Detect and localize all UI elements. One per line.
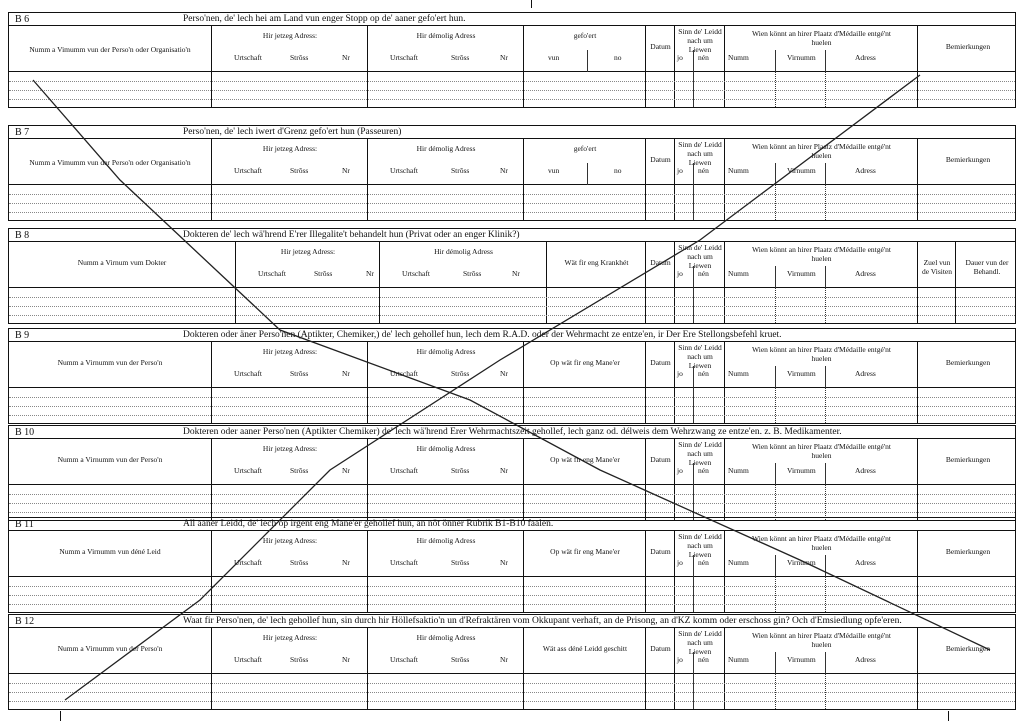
- column-header-label: Op wät fir eng Mane'er: [550, 455, 620, 464]
- column-header-label: Hir jetzeg Adress:: [262, 347, 318, 356]
- column-subheader: Nr: [500, 466, 508, 475]
- column-header-label: Sinn de' Leidd nach um Liewen: [678, 243, 722, 270]
- column-header: [724, 531, 917, 576]
- section-code: B 11: [15, 519, 34, 530]
- sub-divider: [825, 366, 826, 388]
- dotted-line: [9, 81, 1015, 82]
- column-header-row: [9, 531, 1015, 577]
- column-subheader: Urtschaft: [234, 53, 262, 62]
- column-header-label: Hir démolig Adress: [416, 347, 476, 356]
- column-header: [9, 342, 211, 387]
- column-header: [674, 242, 724, 287]
- column-header-label: Bemierkungen: [945, 155, 991, 164]
- column-subheader: Strōss: [451, 466, 470, 475]
- column-header: [211, 26, 367, 71]
- dotted-line: [9, 406, 1015, 407]
- section-title: Waat fir Perso'nen, de' lech gehollef hun, sin durch hir Höllefsaktio'n un d'Refraktären vom Okkupant verhaft, an de Prisong, an d'KZ komm oder erschoss gin? Och d'Emsiedlung opfe'eren.: [183, 616, 902, 626]
- column-header-row: [9, 242, 1015, 288]
- column-subheader: Nr: [500, 558, 508, 567]
- column-subheader: Urtschaft: [402, 269, 430, 278]
- column-header: [645, 139, 674, 184]
- dotted-line: [9, 99, 1015, 100]
- column-header-label: Datum: [650, 455, 671, 464]
- column-subheader: nén: [698, 558, 709, 567]
- column-header: [523, 26, 645, 71]
- column-header: [645, 242, 674, 287]
- column-header: [674, 439, 724, 484]
- section-header: [9, 426, 1015, 439]
- column-subheader: Urtschaft: [234, 466, 262, 475]
- column-subheader: Adress: [855, 269, 876, 278]
- column-subheader: Adress: [855, 166, 876, 175]
- column-subheader: Strōss: [451, 655, 470, 664]
- entry-area[interactable]: [9, 288, 1015, 323]
- dotted-line: [9, 595, 1015, 596]
- column-header: [546, 242, 645, 287]
- sub-divider: [775, 366, 776, 388]
- section-code: B 8: [15, 230, 30, 241]
- column-header-label: Numm a Virnumm vun déné Leid: [59, 547, 161, 556]
- sub-divider: [825, 463, 826, 485]
- column-header: [724, 628, 917, 673]
- column-header: [523, 628, 645, 673]
- entry-area[interactable]: [9, 674, 1015, 709]
- sub-divider: [775, 50, 776, 72]
- column-subheader: Adress: [855, 466, 876, 475]
- column-header-label: Sinn de' Leidd nach um Liewen: [678, 532, 722, 559]
- section-title: Dokteren de' lech wä'hrend E'rer Illegalite't behandelt hun (Privat oder an enger Klinik?): [183, 230, 520, 240]
- column-subheader: Urtschaft: [234, 369, 262, 378]
- column-header: [955, 242, 1017, 287]
- section-header: [9, 615, 1015, 628]
- column-subheader: nén: [698, 466, 709, 475]
- section-b9: [8, 328, 1016, 424]
- column-header: [724, 139, 917, 184]
- column-header-label: Hir démolig Adress: [416, 144, 476, 153]
- column-header: [211, 439, 367, 484]
- column-subheader: Nr: [500, 369, 508, 378]
- column-header-label: Sinn de' Leidd nach um Liewen: [678, 343, 722, 370]
- column-header: [645, 439, 674, 484]
- column-header-label: Wien könnt an hirer Plaatz d'Médaille entgé'nt huelen: [751, 442, 892, 460]
- entry-area[interactable]: [9, 577, 1015, 612]
- column-header: [674, 139, 724, 184]
- column-header-label: Bemierkungen: [945, 644, 991, 653]
- sub-divider: [693, 652, 694, 674]
- column-header-label: gefo'ert: [573, 31, 597, 40]
- column-subheader: Urtschaft: [234, 558, 262, 567]
- column-subheader: Nr: [342, 655, 350, 664]
- column-subheader: nén: [698, 369, 709, 378]
- column-subheader: Numm: [728, 166, 749, 175]
- column-header: [211, 628, 367, 673]
- column-header-label: Sinn de' Leidd nach um Liewen: [678, 440, 722, 467]
- column-subheader: nén: [698, 655, 709, 664]
- column-subheader: Urtschaft: [390, 466, 418, 475]
- sub-divider: [775, 652, 776, 674]
- column-subheader: Strōss: [463, 269, 482, 278]
- column-header: [9, 139, 211, 184]
- section-b12: [8, 614, 1016, 710]
- column-subheader: Numm: [728, 655, 749, 664]
- section-title: All aaner Leidd, de' lech op irgent eng Mane'er gehollef hun, an nöt önner Rubrik B1-B10 faalen.: [183, 519, 554, 529]
- column-subheader: no: [614, 166, 622, 175]
- column-header: [645, 628, 674, 673]
- column-subheader: Strōss: [290, 466, 309, 475]
- column-header-label: Hir jetzeg Adress:: [262, 444, 318, 453]
- column-subheader: jo: [677, 53, 683, 62]
- column-header-label: Sinn de' Leidd nach um Liewen: [678, 140, 722, 167]
- section-title: Dokteren oder aaner Perso'nen (Aptikter Chemiker) de' lech wä'hrend Erer Wehrmachtszeit gehollef, lech ganz od. délweis dem Wehrzwang ze entze'en. z. B. Medikamenter.: [183, 427, 842, 437]
- column-subheader: Virnumm: [787, 655, 816, 664]
- column-subheader: jo: [677, 655, 683, 664]
- column-subheader: Numm: [728, 269, 749, 278]
- column-subheader: Strōss: [290, 655, 309, 664]
- column-header: [917, 628, 1017, 673]
- column-header-label: Wien könnt an hirer Plaatz d'Médaille entgé'nt huelen: [751, 345, 892, 363]
- column-subheader: Strōss: [451, 166, 470, 175]
- dotted-line: [9, 604, 1015, 605]
- entry-area[interactable]: [9, 388, 1015, 423]
- column-header: [367, 531, 523, 576]
- dotted-line: [9, 203, 1015, 204]
- sub-divider: [825, 555, 826, 577]
- sub-divider: [693, 366, 694, 388]
- column-header-row: [9, 628, 1015, 674]
- dotted-line: [9, 194, 1015, 195]
- column-subheader: Nr: [500, 53, 508, 62]
- column-header: [674, 342, 724, 387]
- section-code: B 10: [15, 427, 35, 438]
- column-subheader: vun: [548, 53, 560, 62]
- column-header-label: Dauer vun der Behandl.: [965, 258, 1009, 276]
- column-header: [724, 26, 917, 71]
- section-header: [9, 229, 1015, 242]
- column-header-label: Wien könnt an hirer Plaatz d'Médaille entgé'nt huelen: [751, 142, 892, 160]
- column-subheader: Strōss: [290, 53, 309, 62]
- section-b8: [8, 228, 1016, 324]
- column-subheader: Virnumm: [787, 369, 816, 378]
- column-subheader: Nr: [342, 369, 350, 378]
- column-header: [917, 139, 1017, 184]
- column-subheader: Nr: [342, 53, 350, 62]
- column-header-label: Numm a Virnumm vun der Perso'n: [57, 358, 163, 367]
- column-subheader: Strōss: [290, 369, 309, 378]
- sub-divider: [693, 163, 694, 185]
- sub-divider: [825, 163, 826, 185]
- column-header: [211, 139, 367, 184]
- column-header-label: Hir démolig Adress: [434, 247, 493, 256]
- column-header: [674, 26, 724, 71]
- column-header: [379, 242, 546, 287]
- section-title: Dokteren oder äner Perso'nen (Aptikter, Chemiker,) de' lech gehollef hun, lech dem R.A.D. oder der Wehrmacht ze entze'en, ir Der Ere Stellongsbefehl kruet.: [183, 330, 782, 340]
- column-header: [917, 531, 1017, 576]
- column-subheader: Virnumm: [787, 558, 816, 567]
- column-subheader: Adress: [855, 558, 876, 567]
- column-header: [367, 342, 523, 387]
- sub-divider: [693, 555, 694, 577]
- column-header-row: [9, 139, 1015, 185]
- column-subheader: Nr: [500, 655, 508, 664]
- column-header-label: Bemierkungen: [945, 42, 991, 51]
- column-subheader: Strōss: [451, 53, 470, 62]
- column-header: [367, 439, 523, 484]
- dotted-line: [9, 90, 1015, 91]
- column-subheader: Strōss: [314, 269, 333, 278]
- column-header-label: Hir démolig Adress: [416, 444, 476, 453]
- column-subheader: jo: [677, 269, 683, 278]
- column-subheader: Nr: [500, 166, 508, 175]
- column-header: [645, 342, 674, 387]
- column-subheader: Numm: [728, 466, 749, 475]
- column-subheader: Urtschaft: [234, 655, 262, 664]
- column-subheader: Strōss: [290, 558, 309, 567]
- column-header: [9, 628, 211, 673]
- section-code: B 7: [15, 127, 30, 138]
- column-subheader: Urtschaft: [390, 166, 418, 175]
- column-header-label: Datum: [650, 358, 671, 367]
- dotted-line: [9, 315, 1015, 316]
- column-header-label: Numm a Virnum vum Dokter: [77, 258, 167, 267]
- column-subheader: Virnumm: [787, 166, 816, 175]
- column-subheader: Virnumm: [787, 466, 816, 475]
- column-header: [724, 439, 917, 484]
- column-subheader: no: [614, 53, 622, 62]
- column-header: [645, 26, 674, 71]
- dotted-line: [9, 683, 1015, 684]
- sub-divider: [693, 463, 694, 485]
- column-header: [367, 628, 523, 673]
- section-title: Perso'nen, de' lech hei am Land vun enger Stopp op de' aaner gefo'ert hun.: [183, 14, 466, 24]
- column-subheader: Numm: [728, 53, 749, 62]
- column-header-label: Hir jetzeg Adress:: [262, 536, 318, 545]
- dotted-line: [9, 212, 1015, 213]
- section-header: [9, 13, 1015, 26]
- sub-divider: [775, 555, 776, 577]
- corner-mark-right: [948, 711, 949, 721]
- column-subheader: nén: [698, 269, 709, 278]
- column-subheader: jo: [677, 369, 683, 378]
- dotted-line: [9, 415, 1015, 416]
- sub-divider: [825, 266, 826, 288]
- column-header: [9, 531, 211, 576]
- column-header-label: Hir jetzeg Adress:: [280, 247, 336, 256]
- column-header-label: Datum: [650, 155, 671, 164]
- column-header-label: Numm a Vimumm vun der Perso'n oder Organisatio'n: [29, 158, 191, 167]
- sub-divider: [775, 266, 776, 288]
- column-subheader: Numm: [728, 369, 749, 378]
- column-subheader: Adress: [855, 53, 876, 62]
- column-header-label: Hir jetzeg Adress:: [262, 31, 318, 40]
- sub-divider: [693, 50, 694, 72]
- column-header-label: Numm a Virnumm vun der Perso'n: [57, 644, 163, 653]
- column-subheader: nén: [698, 53, 709, 62]
- column-subheader: nén: [698, 166, 709, 175]
- column-header-label: Hir jetzeg Adress:: [262, 144, 318, 153]
- column-header: [9, 26, 211, 71]
- dotted-line: [9, 503, 1015, 504]
- column-header: [674, 628, 724, 673]
- column-subheader: Virnumm: [787, 269, 816, 278]
- column-header-label: Bemierkungen: [945, 455, 991, 464]
- column-header-label: Datum: [650, 644, 671, 653]
- dotted-line: [9, 494, 1015, 495]
- column-header: [211, 531, 367, 576]
- dotted-line: [9, 512, 1015, 513]
- column-header-label: Hir démolig Adress: [416, 536, 476, 545]
- column-header: [367, 139, 523, 184]
- column-header-label: Bemierkungen: [945, 358, 991, 367]
- column-header-label: Sinn de' Leidd nach um Liewen: [678, 629, 722, 656]
- section-b11: [8, 517, 1016, 613]
- dotted-line: [9, 692, 1015, 693]
- column-header: [674, 531, 724, 576]
- column-header: [367, 26, 523, 71]
- column-subheader: Urtschaft: [258, 269, 286, 278]
- section-title: Perso'nen, de' lech iwert d'Grenz gefo'ert hun (Passeuren): [183, 127, 402, 137]
- column-subheader: Nr: [342, 558, 350, 567]
- column-header: [917, 26, 1017, 71]
- dotted-line: [9, 586, 1015, 587]
- column-header-label: Numm a Vimumm vun der Perso'n oder Organisatio'n: [29, 45, 191, 54]
- section-header: [9, 126, 1015, 139]
- entry-area[interactable]: [9, 185, 1015, 220]
- column-subheader: Nr: [342, 466, 350, 475]
- column-subheader: Strōss: [290, 166, 309, 175]
- sub-divider: [825, 652, 826, 674]
- section-b6: [8, 12, 1016, 108]
- column-header: [917, 439, 1017, 484]
- corner-mark-left: [60, 711, 61, 721]
- column-header-label: Hir jetzeg Adress:: [262, 633, 318, 642]
- column-header-label: Hir démolig Adress: [416, 31, 476, 40]
- sub-divider: [693, 266, 694, 288]
- column-header: [523, 439, 645, 484]
- column-header-row: [9, 26, 1015, 72]
- section-code: B 6: [15, 14, 30, 25]
- column-header-label: Datum: [650, 547, 671, 556]
- entry-area[interactable]: [9, 72, 1015, 107]
- section-header: [9, 518, 1015, 531]
- column-header: [645, 531, 674, 576]
- section-b7: [8, 125, 1016, 221]
- column-subheader: Adress: [855, 655, 876, 664]
- column-subheader: Urtschaft: [390, 369, 418, 378]
- column-subheader: vun: [548, 166, 560, 175]
- column-header-label: Wien könnt an hirer Plaatz d'Médaille entgé'nt huelen: [751, 29, 892, 47]
- column-header: [917, 342, 1017, 387]
- column-header: [523, 531, 645, 576]
- column-header-label: Sinn de' Leidd nach um Liewen: [678, 27, 722, 54]
- section-code: B 12: [15, 616, 35, 627]
- column-subheader: Adress: [855, 369, 876, 378]
- column-header: [9, 439, 211, 484]
- dotted-line: [9, 701, 1015, 702]
- column-header: [523, 139, 645, 184]
- column-header-label: Numm a Virnumm vun der Perso'n: [57, 455, 163, 464]
- column-subheader: Strōss: [451, 369, 470, 378]
- dotted-line: [9, 397, 1015, 398]
- sub-divider: [587, 163, 588, 185]
- column-subheader: Nr: [342, 166, 350, 175]
- column-subheader: jo: [677, 166, 683, 175]
- entry-area[interactable]: [9, 485, 1015, 520]
- column-header: [724, 242, 917, 287]
- page-top-mark: [531, 0, 532, 8]
- column-subheader: jo: [677, 558, 683, 567]
- sub-divider: [825, 50, 826, 72]
- dotted-line: [9, 306, 1015, 307]
- sub-divider: [775, 163, 776, 185]
- column-subheader: Urtschaft: [390, 655, 418, 664]
- column-subheader: Nr: [366, 269, 374, 278]
- column-header-row: [9, 439, 1015, 485]
- sub-divider: [775, 463, 776, 485]
- section-code: B 9: [15, 330, 30, 341]
- column-header-row: [9, 342, 1015, 388]
- column-header-label: Bemierkungen: [945, 547, 991, 556]
- column-header: [917, 242, 955, 287]
- column-header-label: Datum: [650, 42, 671, 51]
- column-header-label: Wät fir eng Krankhét: [564, 258, 629, 267]
- sub-divider: [587, 50, 588, 72]
- column-subheader: Virnumm: [787, 53, 816, 62]
- column-header: [724, 342, 917, 387]
- column-subheader: Nr: [512, 269, 520, 278]
- column-header: [9, 242, 235, 287]
- column-header: [523, 342, 645, 387]
- column-header: [211, 342, 367, 387]
- column-header-label: Wien könnt an hirer Plaatz d'Médaille entgé'nt huelen: [751, 245, 892, 263]
- column-subheader: Urtschaft: [390, 558, 418, 567]
- column-subheader: Numm: [728, 558, 749, 567]
- section-b10: [8, 425, 1016, 521]
- column-header-label: Wät ass déné Leidd geschitt: [542, 644, 628, 653]
- column-subheader: jo: [677, 466, 683, 475]
- column-header-label: Wien könnt an hirer Plaatz d'Médaille entgé'nt huelen: [751, 631, 892, 649]
- column-header-label: Op wät fir eng Mane'er: [550, 547, 620, 556]
- column-header-label: Op wät fir eng Mane'er: [550, 358, 620, 367]
- section-header: [9, 329, 1015, 342]
- column-header-label: Zuel vun de Visiten: [921, 258, 953, 276]
- column-header: [235, 242, 379, 287]
- column-subheader: Urtschaft: [390, 53, 418, 62]
- column-header-label: gefo'ert: [573, 144, 597, 153]
- column-header-label: Wien könnt an hirer Plaatz d'Médaille entgé'nt huelen: [751, 534, 892, 552]
- column-subheader: Strōss: [451, 558, 470, 567]
- column-header-label: Datum: [650, 258, 671, 267]
- column-subheader: Urtschaft: [234, 166, 262, 175]
- dotted-line: [9, 297, 1015, 298]
- column-header-label: Hir démolig Adress: [416, 633, 476, 642]
